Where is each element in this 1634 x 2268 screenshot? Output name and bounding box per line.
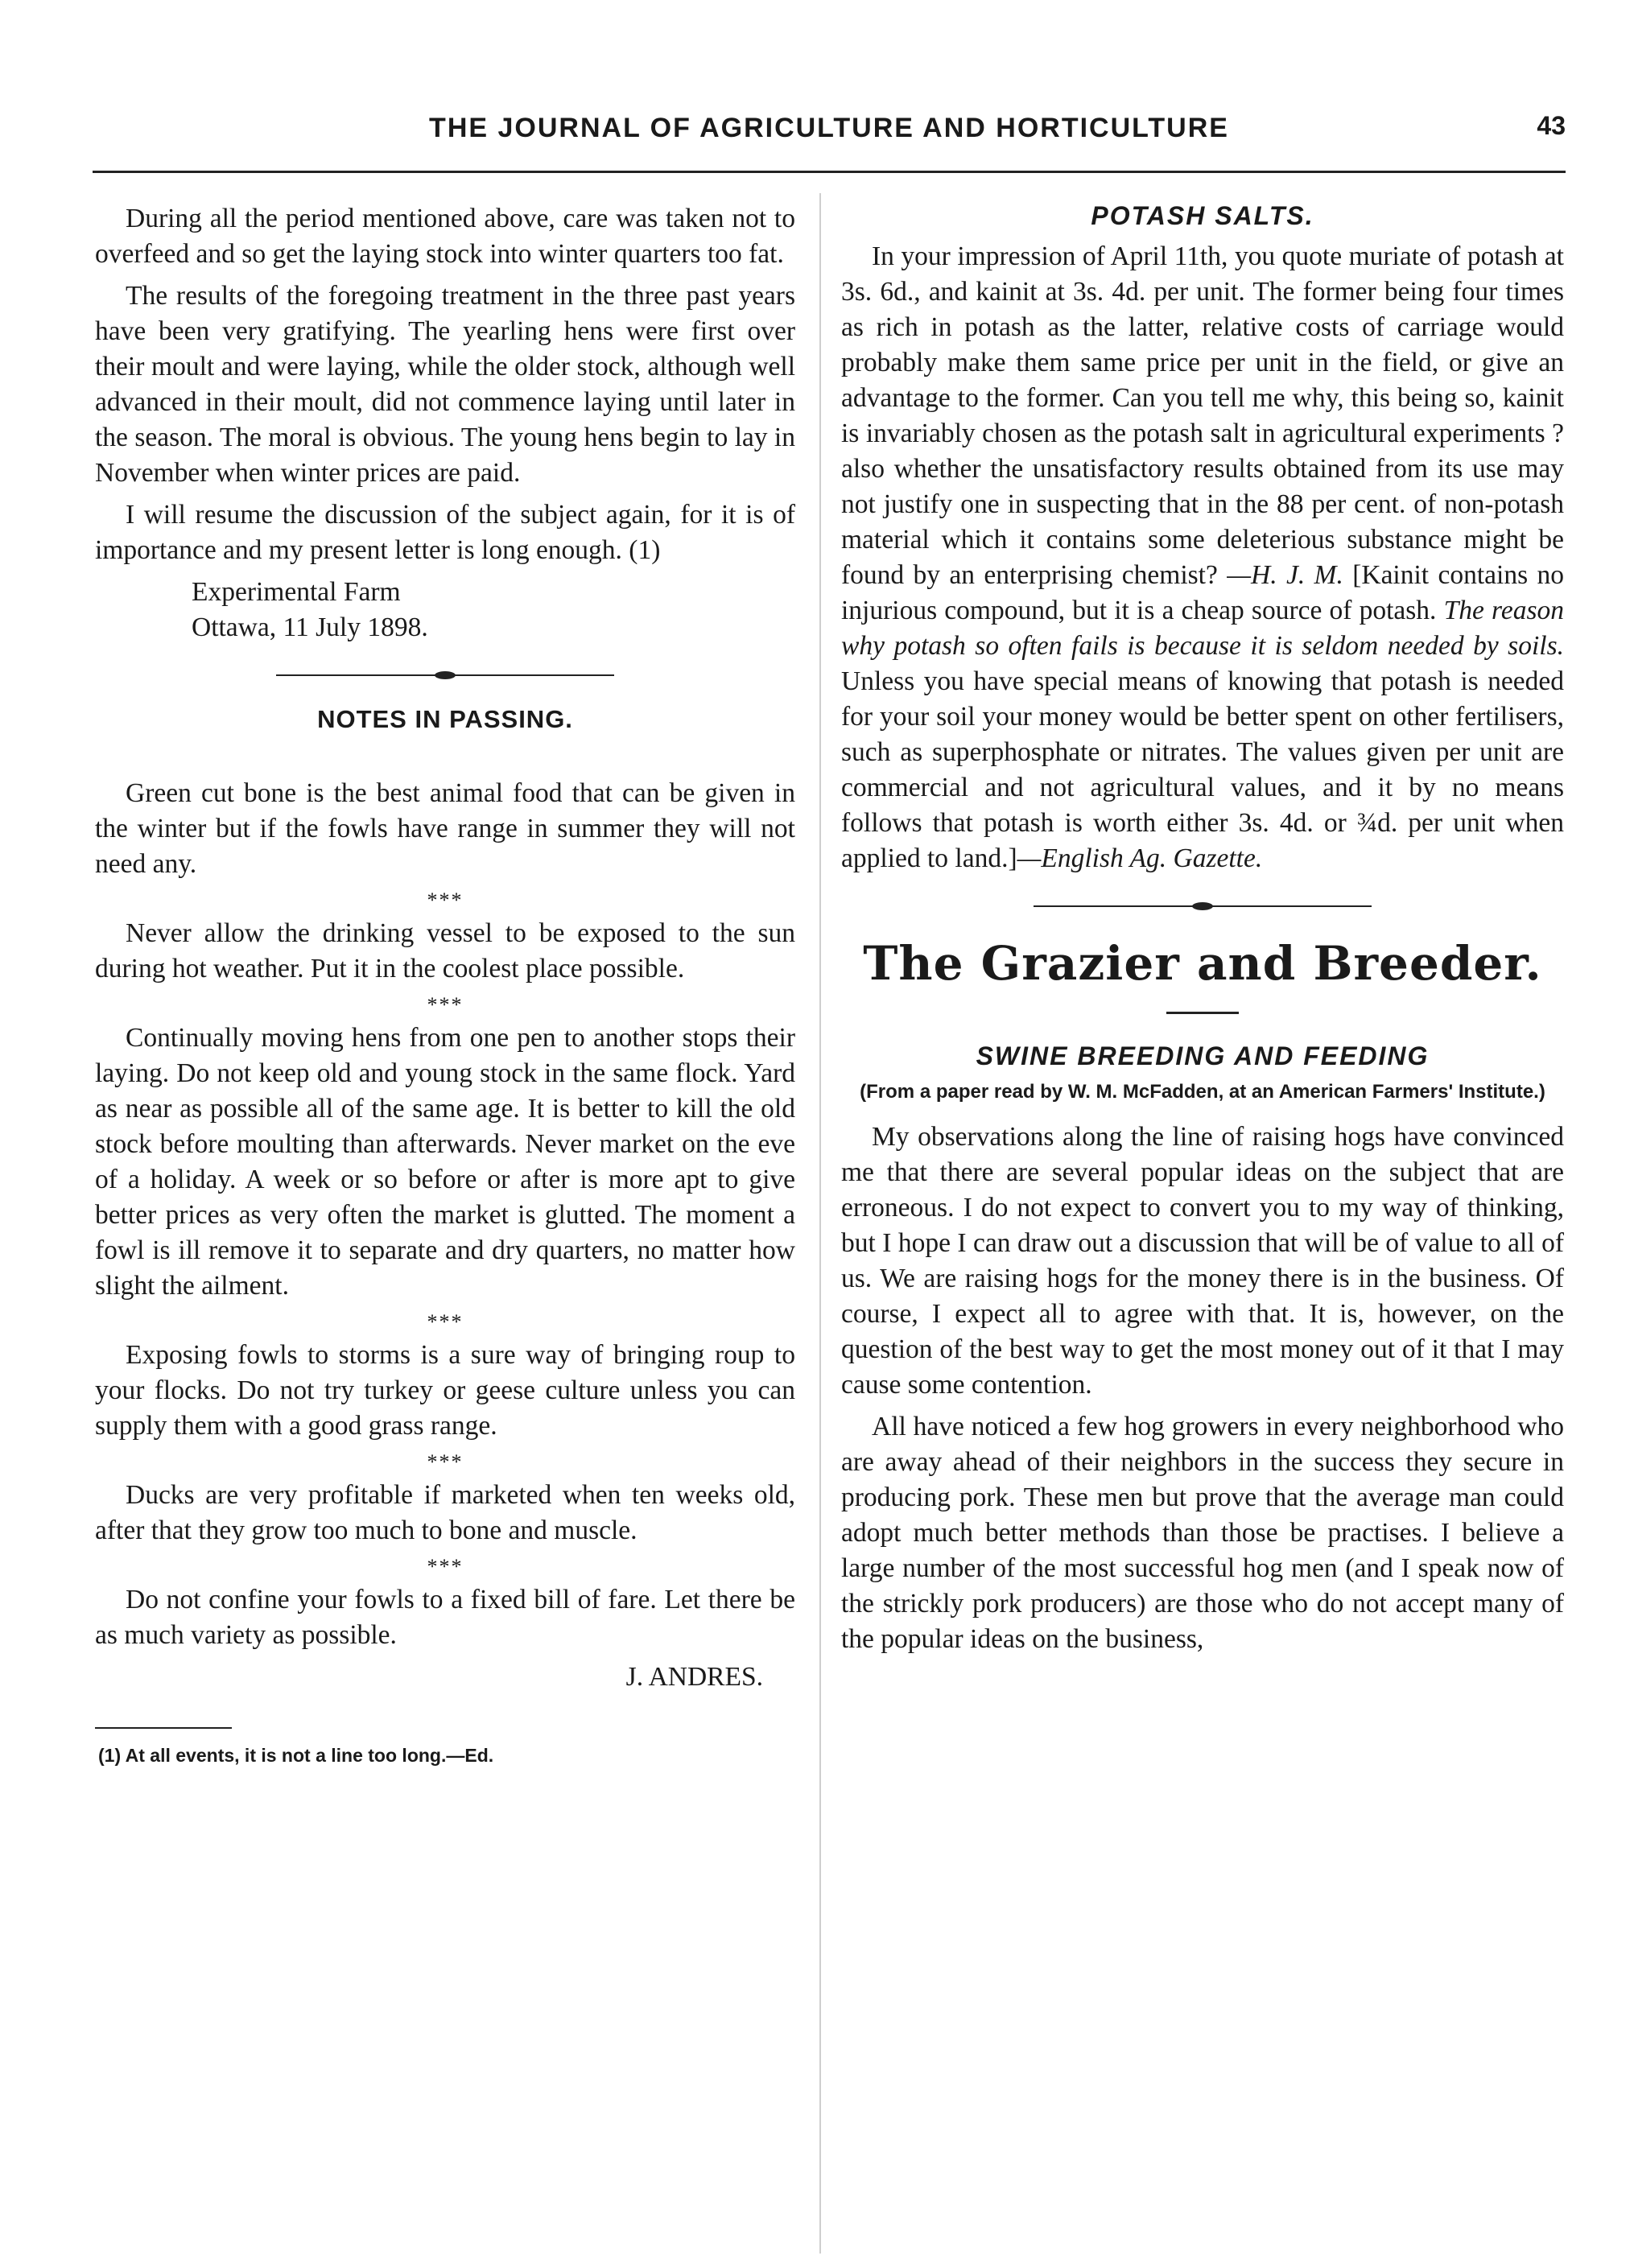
letter-signature: —H. J. M. xyxy=(1227,560,1343,590)
asterism: *** xyxy=(427,1310,464,1334)
signoff-place: Experimental Farm xyxy=(192,577,401,607)
paragraph: I will resume the discussion of the subject again, for it is of importance and my present letter is long enough. (1) xyxy=(95,500,795,565)
header-rule xyxy=(93,171,1566,173)
swine-heading: SWINE BREEDING AND FEEDING xyxy=(976,1041,1430,1070)
reply-text: [Kainit contains no injurious compound, but it is a cheap source of potash. xyxy=(841,560,1564,625)
reply-italic: The reason why potash so often fails is because it is seldom needed by soils. xyxy=(841,596,1565,661)
footnote: (1) At all events, it is not a line too long.—Ed. xyxy=(98,1745,494,1766)
ornamental-rule xyxy=(1034,904,1372,909)
section-title: The Grazier and Breeder. xyxy=(863,936,1542,991)
paragraph: The results of the foregoing treatment in the three past years have been very gratifying. The yearling hens were first over their moult and were laying, while the older stock, although well advanced in their moult, did not commence laying until later in the season. The moral is obvious. The young hens begin to lay in November when winter prices are paid. xyxy=(95,281,795,488)
reply-text: Unless you have special means of knowing that potash is needed for your soil your money would be better spent on other fertilisers, such as superphosphate or nitrates. The values given per unit are commercial and not agricultural values, and it by no means follows that potash is worth either 3s. 4d. or ¾d. per unit when applied to land.] xyxy=(841,666,1564,873)
asterism: *** xyxy=(427,889,464,912)
ornamental-rule xyxy=(276,673,614,678)
page-number: 43 xyxy=(1537,111,1566,140)
source-credit: —English Ag. Gazette. xyxy=(1017,843,1263,873)
paragraph: During all the period mentioned above, care was taken not to overfeed and so get the laying stock into winter quarters too fat. xyxy=(95,204,795,269)
author-signature: J. ANDRES. xyxy=(625,1662,763,1692)
letter-text: In your impression of April 11th, you quote muriate of potash at 3s. 6d., and kainit at 3s. 4d. per unit. The former being four times as rich in potash as the latter, relative costs of carriage would probably make them same price per unit in the field, or give an advantage to the former. Can you tell me why, this being so, kainit is invariably chosen as the potash salt in agricultural experiments ? also whether the unsatisfactory results obtained from its use may not justify one in suspecting that in the 88 per cent. of non-potash material which it contains some deleterious substance might be found by an enterprising chemist? xyxy=(841,241,1564,590)
asterism: *** xyxy=(427,1555,464,1578)
note-paragraph: Do not confine your fowls to a fixed bill of fare. Let there be as much variety as possible. xyxy=(95,1585,795,1650)
paragraph xyxy=(841,239,1564,876)
note-paragraph: Ducks are very profitable if marketed when ten weeks old, after that they grow too much to bone and muscle. xyxy=(95,1480,795,1545)
journal-title: THE JOURNAL OF AGRICULTURE AND HORTICULTURE xyxy=(429,113,1229,143)
asterism: *** xyxy=(427,993,464,1016)
right-column xyxy=(841,201,1564,1664)
note-paragraph: Green cut bone is the best animal food that can be given in the winter but if the fowls have range in summer they will not need any. xyxy=(95,778,795,879)
asterism: *** xyxy=(427,1450,464,1474)
column-divider xyxy=(819,193,821,2254)
note-paragraph: Exposing fowls to storms is a sure way of bringing roup to your flocks. Do not try turkey or geese culture unless you can supply them with a good grass range. xyxy=(95,1340,795,1441)
title-rule xyxy=(1166,1012,1239,1014)
paragraph: My observations along the line of raising hogs have convinced me that there are several popular ideas on the subject that are erroneous. I do not expect to convert you to my way of thinking, but I hope I can draw out a discussion that will be of value to all of us. We are raising hogs for the money there is in the business. Of course, I expect all to agree with that. It is, however, on the question of the best way to get the most money out of it that I may cause some contention. xyxy=(841,1122,1564,1400)
note-paragraph: Continually moving hens from one pen to another stops their laying. Do not keep old and young stock in the same flock. Yard as near as possible all of the same age. It is better to kill the old stock before moulting than afterwards. Never market on the eve of a holiday. A week or so before or after is more apt to give better prices as very often the market is glutted. The moment a fowl is ill remove it to separate and dry quarters, no matter how slight the ailment. xyxy=(95,1023,795,1301)
source-note: (From a paper read by W. M. McFadden, at an American Farmers' Institute.) xyxy=(860,1081,1545,1103)
notes-heading: NOTES IN PASSING. xyxy=(317,705,573,733)
paragraph: All have noticed a few hog growers in every neighborhood who are away ahead of their neighbors in the success they secure in producing pork. These men but prove that the average man could adopt much better methods than those be practises. I believe a large number of the most successful hog men (and I speak now of the strickly pork producers) are those who do not accept many of the popular ideas on the business, xyxy=(841,1412,1564,1654)
footnote-rule xyxy=(95,1727,232,1729)
running-header xyxy=(93,113,1566,153)
note-paragraph: Never allow the drinking vessel to be exposed to the sun during hot weather. Put it in the coolest place possible. xyxy=(95,918,795,983)
left-column xyxy=(95,201,795,1767)
potash-heading: POTASH SALTS. xyxy=(1091,201,1314,230)
signoff-date: Ottawa, 11 July 1898. xyxy=(192,612,428,642)
